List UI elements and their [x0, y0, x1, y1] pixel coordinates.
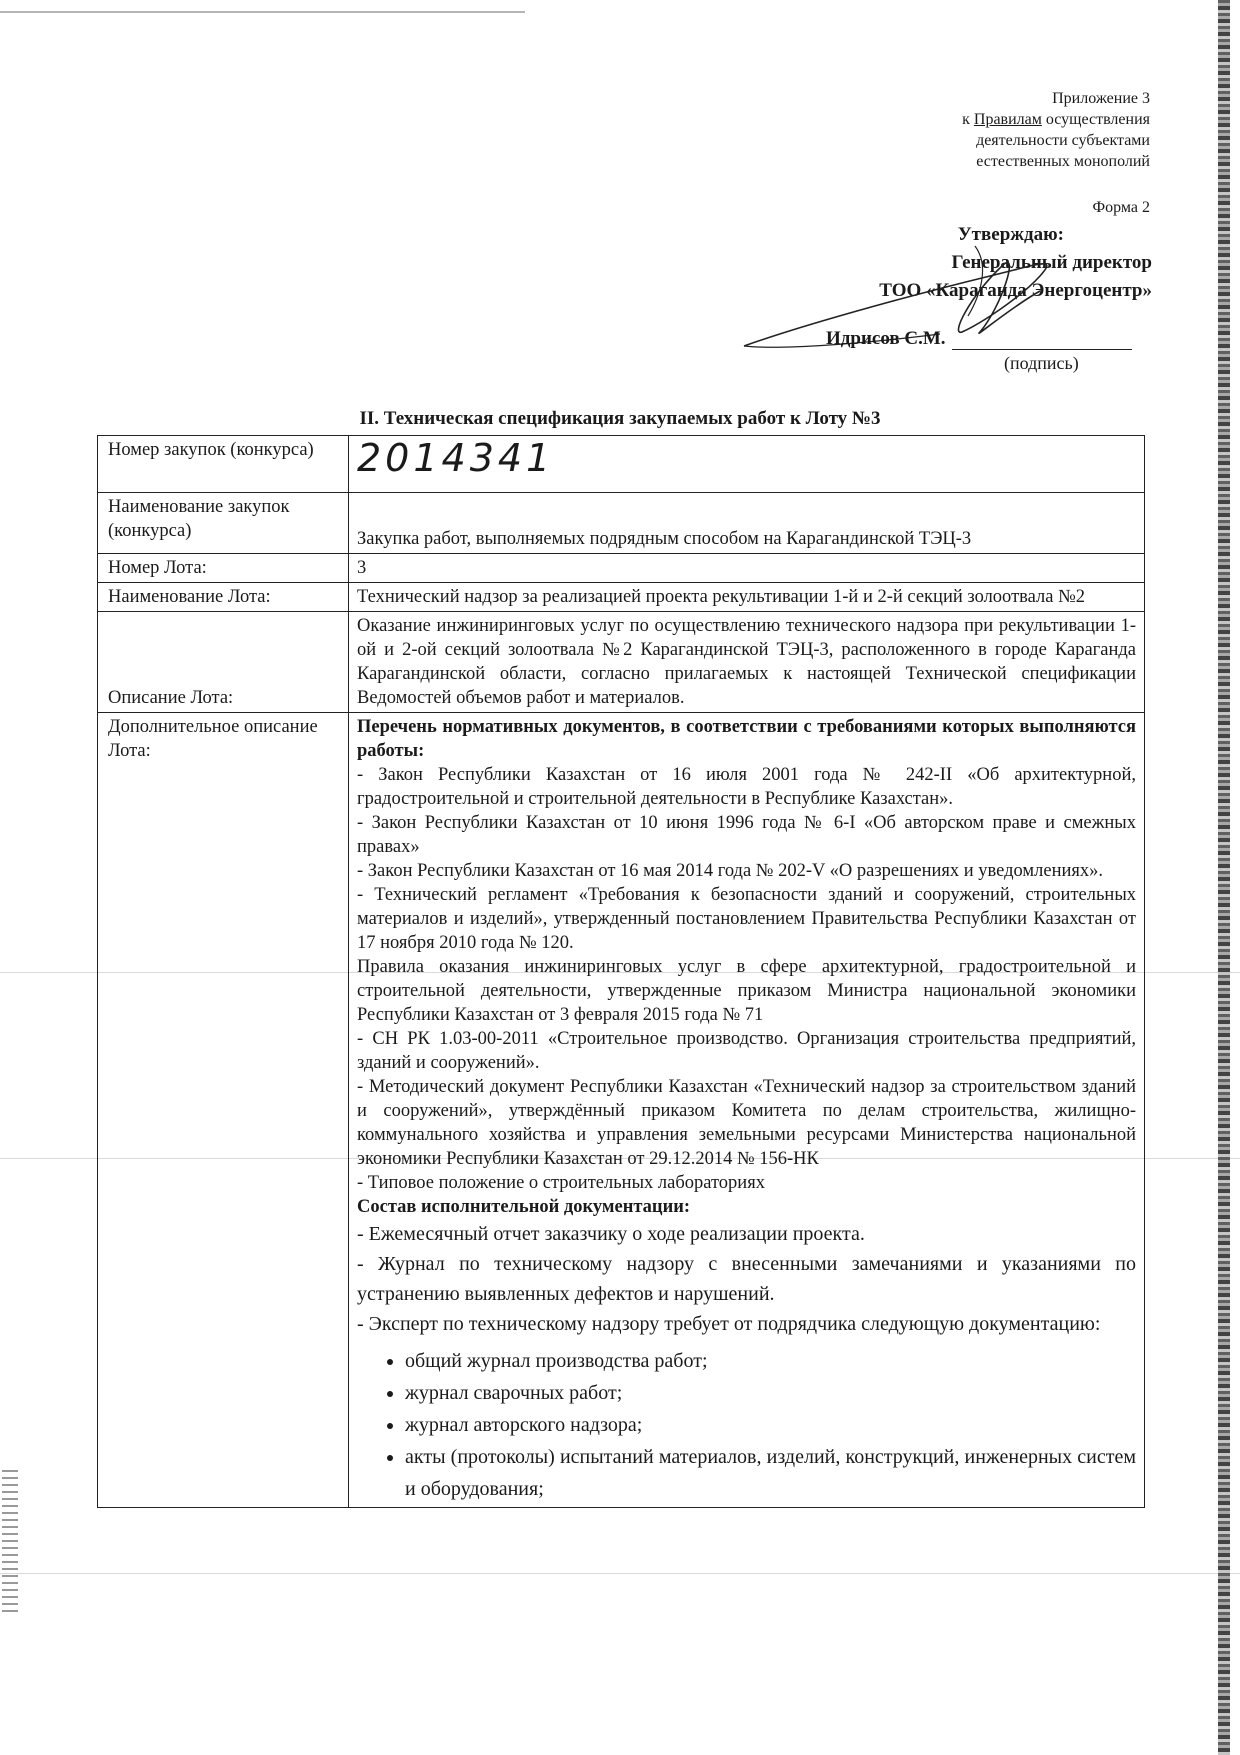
section-title: II. Техническая спецификация закупаемых работ к Лоту №3 — [359, 408, 881, 429]
scan-artifact-top — [0, 11, 525, 13]
norm-item: Правила оказания инжиниринговых услуг в сфере архитектурной, градостроительной и строительной деятельности, утвержденные приказом Министра национальной экономики Республики Казахстан от 3 февраля 2015 года № 71 — [357, 957, 1136, 1025]
docs-bullet-list — [357, 1345, 1136, 1505]
scan-edge-right — [1218, 0, 1230, 1755]
row-label: Описание Лота: — [98, 612, 349, 713]
approve-title: Утверждаю: — [957, 224, 1064, 245]
table-row — [98, 436, 1145, 493]
list-item: • общий журнал производства работ; — [405, 1345, 1136, 1377]
norm-item: - Закон Республики Казахстан от 16 мая 2014 года № 202-V «О разрешениях и уведомлениях». — [357, 861, 1104, 881]
appendix-line: деятельности субъектами — [976, 132, 1150, 149]
doc-item: - Эксперт по техническому надзору требует от подрядчика следующую документацию: — [357, 1313, 1101, 1335]
list-item: • акты (протоколы) испытаний материалов, изделий, конструкций, инженерных систем и оборудования; — [405, 1441, 1136, 1505]
row-label: Номер Лота: — [98, 554, 349, 583]
doc-item: - Журнал по техническому надзору с внесенными замечаниями и указаниями по устранению выявленных дефектов и нарушений. — [357, 1253, 1136, 1305]
norm-item: - Закон Республики Казахстан от 16 июля 2001 года № 242-II «Об архитектурной, градостроительной и строительной деятельности в Республике Казахстан». — [357, 765, 1136, 809]
row-value: Оказание инжиниринговых услуг по осуществлению технического надзора при рекультивации 1-ой и 2-ой секций золоотвала №2 Карагандинской ТЭЦ-3, расположенного в городе Караганда Карагандинской области, согласно прилагаемых к настоящей Технической спецификации Ведомостей объемов работ и материалов. — [349, 612, 1145, 713]
docs-heading: Состав исполнительной документации: — [357, 1197, 691, 1217]
norm-item: - СН РК 1.03-00-2011 «Строительное производство. Организация строительства предприятий, зданий и сооружений». — [357, 1029, 1136, 1073]
table-row — [98, 554, 1145, 583]
additional-description — [349, 713, 1145, 1508]
scan-edge-left — [2, 1470, 18, 1615]
appendix-note — [962, 88, 1150, 172]
specification-table — [97, 435, 1145, 1508]
table-row — [98, 493, 1145, 554]
row-value: Технический надзор за реализацией проекта рекультивации 1-й и 2-й секций золоотвала №2 — [349, 583, 1145, 612]
norm-item: - Типовое положение о строительных лабораториях — [357, 1173, 765, 1193]
scan-artifact-line-3 — [0, 1573, 1240, 1574]
doc-item: - Ежемесячный отчет заказчику о ходе реализации проекта. — [357, 1223, 865, 1245]
norm-item: - Методический документ Республики Казахстан «Технический надзор за строительством зданий и сооружений», утверждённый приказом Комитета по делам строительства, жилищно-коммунального хозяйства и управления земельными ресурсами Министерства национальной экономики Республики Казахстан от 29.12.2014 № 156-НК — [357, 1077, 1136, 1169]
row-label: Номер закупок (конкурса) — [98, 436, 349, 493]
signature-line — [952, 329, 1132, 350]
signatory-name: Идрисов С.М. — [826, 328, 946, 349]
row-value: 3 — [349, 554, 1145, 583]
list-item: • журнал авторского надзора; — [405, 1409, 1136, 1441]
signature-caption: (подпись) — [1004, 353, 1079, 373]
appendix-line: Приложение 3 — [1052, 90, 1150, 107]
norms-heading: Перечень нормативных документов, в соответствии с требованиями которых выполняются работы: — [357, 717, 1136, 761]
approve-org: ТОО «Караганда Энергоцентр» — [879, 280, 1152, 301]
table-row — [98, 583, 1145, 612]
norm-item: - Закон Республики Казахстан от 10 июня 1996 года № 6-I «Об авторском праве и смежных правах» — [357, 813, 1136, 857]
approve-position: Генеральный директор — [951, 252, 1152, 273]
purchase-number — [349, 436, 1145, 493]
row-label: Наименование закупок (конкурса) — [98, 493, 349, 554]
table-row — [98, 713, 1145, 1508]
norm-item: - Технический регламент «Требования к безопасности зданий и сооружений, строительных материалов и изделий», утвержденный постановлением Правительства Республики Казахстан от 17 ноября 2010 года № 120. — [357, 885, 1136, 953]
row-label: Наименование Лота: — [98, 583, 349, 612]
appendix-line: естественных монополий — [976, 153, 1150, 170]
table-row — [98, 612, 1145, 713]
list-item: • журнал сварочных работ; — [405, 1377, 1136, 1409]
form-number: Форма 2 — [1092, 199, 1150, 216]
row-value: Закупка работ, выполняемых подрядным способом на Карагандинской ТЭЦ-3 — [349, 493, 1145, 554]
row-label: Дополнительное описание Лота: — [98, 713, 349, 1508]
appendix-line: к Правилам осуществления — [962, 111, 1150, 128]
handwritten-number: 2014341 — [357, 436, 555, 480]
signatory-row — [826, 328, 1132, 350]
